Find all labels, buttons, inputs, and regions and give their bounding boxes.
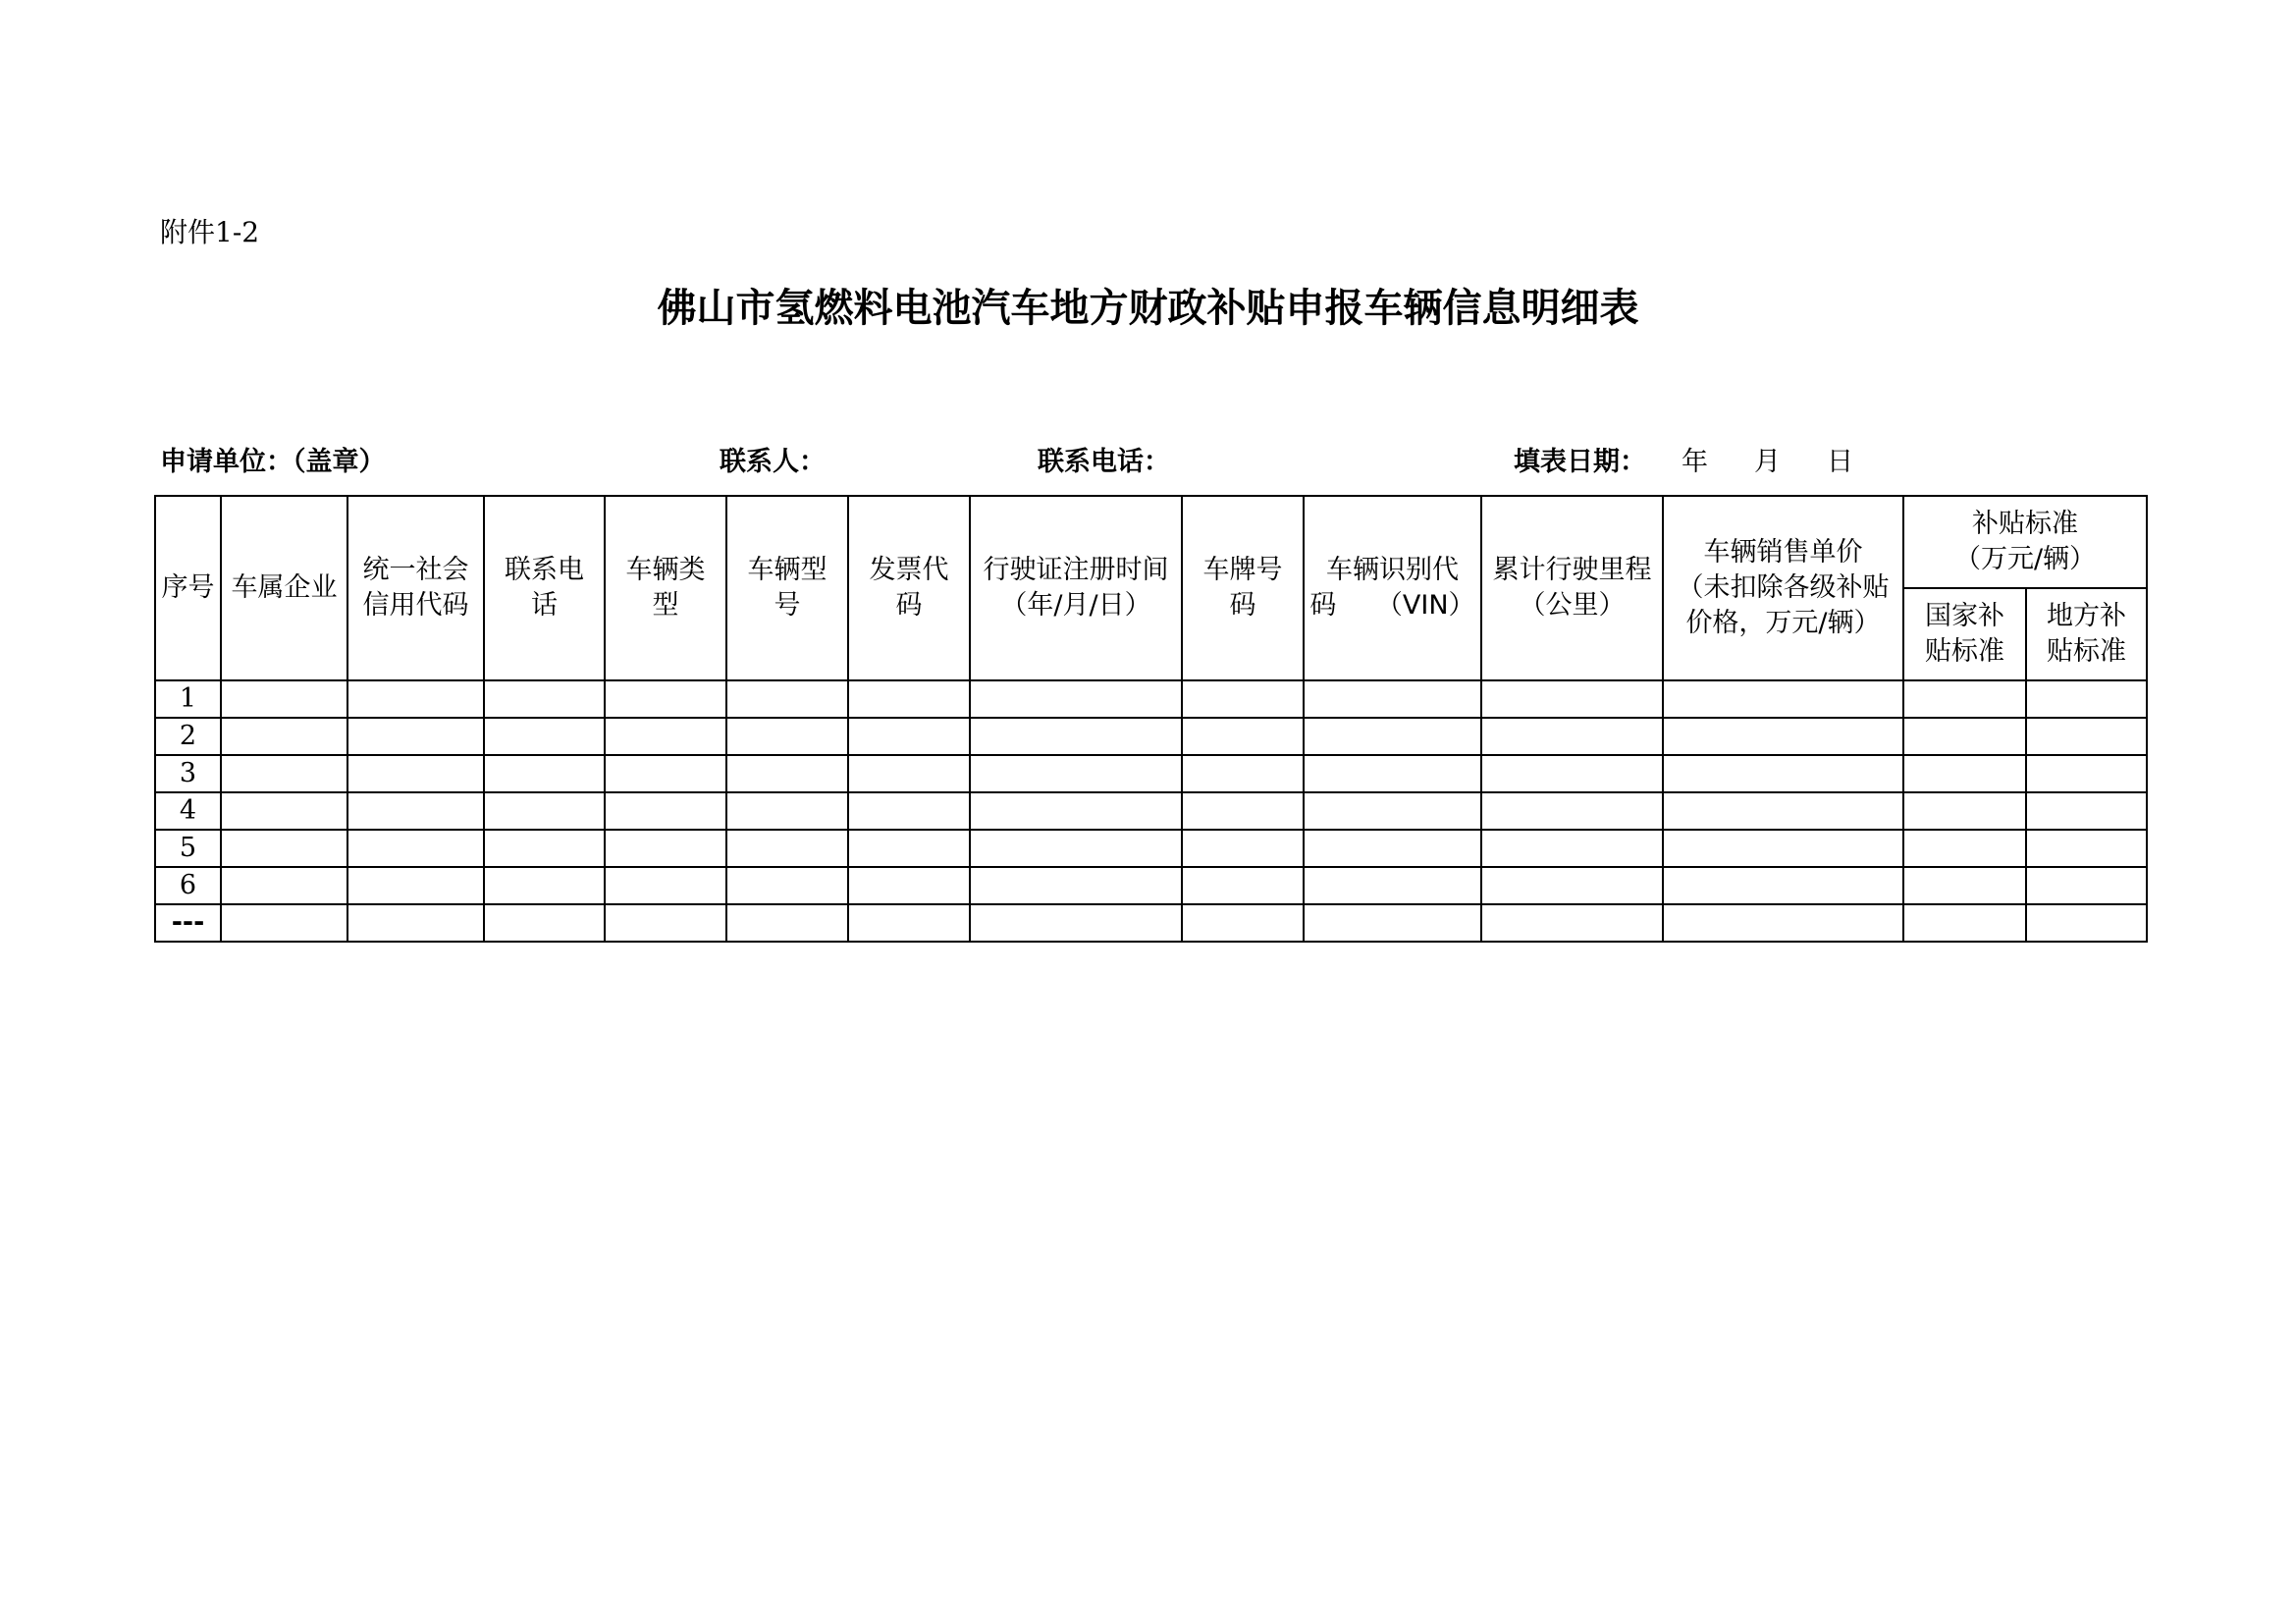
table-cell[interactable] — [1481, 680, 1663, 718]
header-cell: 车辆类 型 — [605, 496, 726, 680]
table-cell[interactable] — [1304, 718, 1481, 755]
table-cell[interactable] — [1663, 830, 1903, 867]
table-cell[interactable] — [970, 792, 1182, 830]
table-cell[interactable] — [221, 867, 347, 904]
table-cell[interactable] — [2026, 867, 2147, 904]
row-index: 1 — [155, 680, 221, 718]
table-row — [155, 718, 2147, 755]
document-title: 佛山市氢燃料电池汽车地方财政补贴申报车辆信息明细表 — [657, 286, 1639, 331]
table-cell[interactable] — [1903, 755, 2026, 792]
table-cell[interactable] — [2026, 755, 2147, 792]
table-cell[interactable] — [1182, 755, 1304, 792]
table-cell[interactable] — [1182, 792, 1304, 830]
header-cell: 车辆销售单价 （未扣除各级补贴 价格，万元/辆） — [1663, 496, 1903, 680]
header-cell: 车属企业 — [221, 496, 347, 680]
table-cell[interactable] — [1481, 792, 1663, 830]
table-cell[interactable] — [221, 718, 347, 755]
table-cell[interactable] — [484, 718, 605, 755]
table-cell[interactable] — [484, 680, 605, 718]
table-cell[interactable] — [484, 867, 605, 904]
table-cell[interactable] — [484, 904, 605, 942]
table-cell[interactable] — [221, 680, 347, 718]
subsidy-group-header: 补贴标准 （万元/辆） — [1903, 496, 2147, 588]
vehicle-info-table — [154, 495, 2148, 943]
header-cell: 行驶证注册时间 （年/月/日） — [970, 496, 1182, 680]
table-cell[interactable] — [848, 755, 970, 792]
contact-label: 联系人： — [720, 447, 826, 477]
table-cell[interactable] — [2026, 792, 2147, 830]
header-cell: 车辆识别代 码 （VIN） — [1304, 496, 1481, 680]
table-cell[interactable] — [484, 830, 605, 867]
table-cell[interactable] — [2026, 830, 2147, 867]
table-cell[interactable] — [484, 755, 605, 792]
table-cell[interactable] — [848, 830, 970, 867]
table-cell[interactable] — [2026, 680, 2147, 718]
header-cell: 车牌号 码 — [1182, 496, 1304, 680]
table-cell[interactable] — [605, 718, 726, 755]
header-cell: 发票代 码 — [848, 496, 970, 680]
table-cell[interactable] — [970, 755, 1182, 792]
table-cell[interactable] — [848, 718, 970, 755]
table-cell[interactable] — [221, 792, 347, 830]
table-cell[interactable] — [1903, 830, 2026, 867]
table-cell[interactable] — [605, 830, 726, 867]
applicant-label: 申请单位：（盖章） — [160, 447, 386, 477]
header-cell: 联系电 话 — [484, 496, 605, 680]
table-row — [155, 792, 2147, 830]
phone-label: 联系电话： — [1038, 447, 1170, 477]
table-row — [155, 830, 2147, 867]
table-cell[interactable] — [1304, 867, 1481, 904]
row-index: 3 — [155, 755, 221, 792]
table-cell[interactable] — [605, 867, 726, 904]
table-row — [155, 680, 2147, 718]
date-month: 月 — [1754, 447, 1781, 477]
table-cell[interactable] — [1903, 792, 2026, 830]
header-cell: 序号 — [155, 496, 221, 680]
table-cell[interactable] — [347, 792, 484, 830]
table-cell[interactable] — [221, 755, 347, 792]
table-row — [155, 755, 2147, 792]
table-cell[interactable] — [2026, 904, 2147, 942]
row-index-ellipsis: --- — [155, 904, 221, 942]
table-cell[interactable] — [970, 904, 1182, 942]
table-cell[interactable] — [347, 830, 484, 867]
date-day: 日 — [1827, 447, 1853, 477]
header-cell: 车辆型 号 — [726, 496, 848, 680]
table-cell[interactable] — [347, 755, 484, 792]
table-cell[interactable] — [347, 680, 484, 718]
table-cell[interactable] — [726, 718, 848, 755]
table-cell[interactable] — [1481, 867, 1663, 904]
table-cell[interactable] — [726, 830, 848, 867]
table-cell[interactable] — [2026, 718, 2147, 755]
table-cell[interactable] — [726, 680, 848, 718]
table-cell[interactable] — [221, 830, 347, 867]
header-cell: 累计行驶里程 （公里） — [1481, 496, 1663, 680]
table-cell[interactable] — [347, 718, 484, 755]
table-cell[interactable] — [848, 792, 970, 830]
table-cell[interactable] — [1182, 718, 1304, 755]
table-cell[interactable] — [726, 792, 848, 830]
table-cell[interactable] — [1304, 904, 1481, 942]
table-cell[interactable] — [1304, 830, 1481, 867]
table-cell[interactable] — [1903, 718, 2026, 755]
header-cell: 统一社会 信用代码 — [347, 496, 484, 680]
table-cell[interactable] — [1663, 718, 1903, 755]
table-cell[interactable] — [1481, 904, 1663, 942]
date-year: 年 — [1682, 447, 1708, 477]
table-cell[interactable] — [1663, 904, 1903, 942]
table-cell[interactable] — [726, 755, 848, 792]
table-cell[interactable] — [1481, 830, 1663, 867]
row-index: 6 — [155, 867, 221, 904]
table-cell[interactable] — [1182, 867, 1304, 904]
row-index: 4 — [155, 792, 221, 830]
table-cell[interactable] — [1304, 792, 1481, 830]
table-cell[interactable] — [1304, 680, 1481, 718]
national-subsidy-header: 国家补 贴标准 — [1903, 588, 2026, 680]
table-cell[interactable] — [1182, 904, 1304, 942]
table-cell[interactable] — [605, 792, 726, 830]
table-cell[interactable] — [1182, 680, 1304, 718]
table-cell[interactable] — [484, 792, 605, 830]
row-index: 5 — [155, 830, 221, 867]
table-cell[interactable] — [726, 867, 848, 904]
table-cell[interactable] — [605, 755, 726, 792]
table-cell[interactable] — [605, 904, 726, 942]
table-cell[interactable] — [1663, 755, 1903, 792]
table-cell[interactable] — [848, 904, 970, 942]
table-cell[interactable] — [347, 904, 484, 942]
table-cell[interactable] — [1481, 718, 1663, 755]
table-cell[interactable] — [1182, 830, 1304, 867]
table-cell[interactable] — [1903, 680, 2026, 718]
attachment-label: 附件1-2 — [160, 216, 260, 248]
table-cell[interactable] — [1903, 867, 2026, 904]
table-cell[interactable] — [1903, 904, 2026, 942]
table-cell[interactable] — [1663, 680, 1903, 718]
table-row — [155, 867, 2147, 904]
table-cell[interactable] — [848, 867, 970, 904]
table-cell[interactable] — [970, 680, 1182, 718]
table-cell[interactable] — [1304, 755, 1481, 792]
table-cell[interactable] — [970, 867, 1182, 904]
date-label: 填表日期： — [1514, 447, 1646, 477]
table-row — [155, 904, 2147, 942]
table-cell[interactable] — [347, 867, 484, 904]
table-cell[interactable] — [970, 718, 1182, 755]
table-cell[interactable] — [726, 904, 848, 942]
table-cell[interactable] — [1663, 867, 1903, 904]
table-cell[interactable] — [1481, 755, 1663, 792]
table-cell[interactable] — [1663, 792, 1903, 830]
table-cell[interactable] — [848, 680, 970, 718]
table-cell[interactable] — [605, 680, 726, 718]
table-cell[interactable] — [221, 904, 347, 942]
table-cell[interactable] — [970, 830, 1182, 867]
row-index: 2 — [155, 718, 221, 755]
local-subsidy-header: 地方补 贴标准 — [2026, 588, 2147, 680]
